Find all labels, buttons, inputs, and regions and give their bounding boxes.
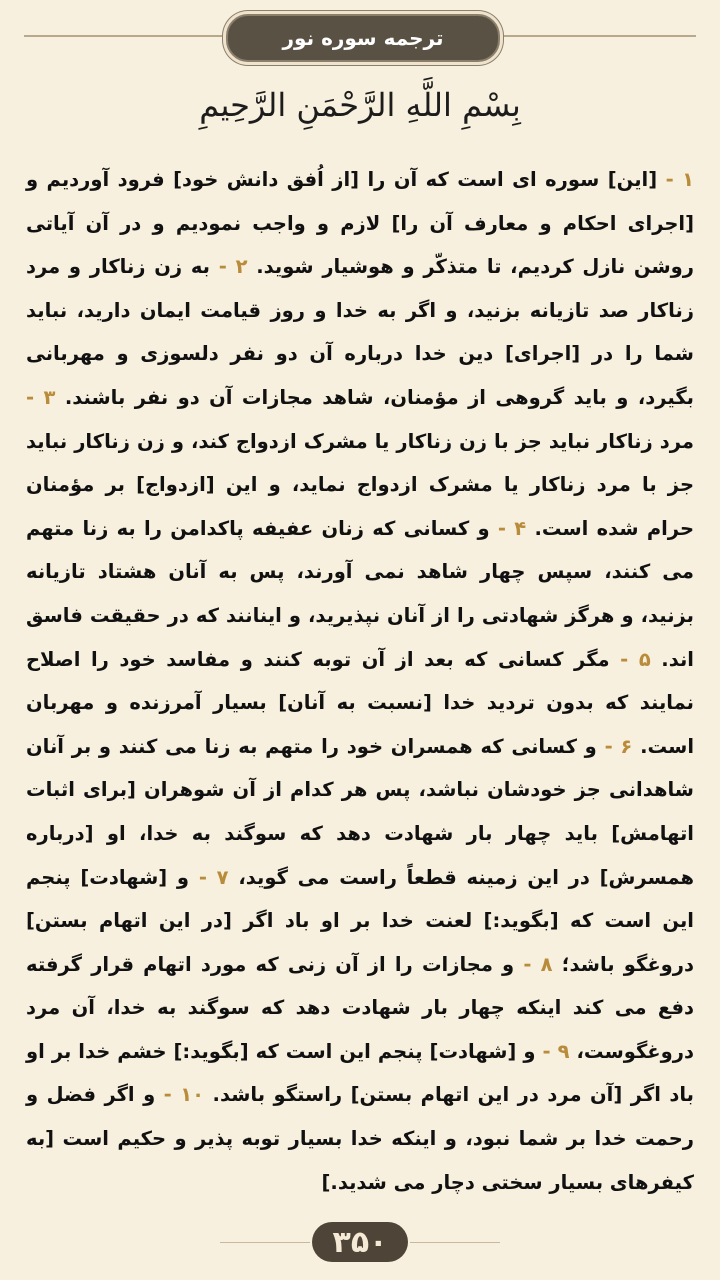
header: [0, 10, 720, 60]
footer-divider-left: [220, 1242, 310, 1243]
translation-text: [26, 158, 694, 1204]
verse-text: به زن زناکار و مرد زناکار صد تازیانه بزنید، و اگر به خدا و روز قیامت ایمان دارید، نباید شما را در [اجرای] دین خدا درباره آن دو نفر دلسوزی و مهربانی بگیرد، و باید گروهی از مؤمنان، شاهد مجازات آن دو نفر باشند.: [26, 255, 694, 409]
footer-divider-right: [410, 1242, 500, 1243]
verse-number: ۱ -: [665, 168, 695, 191]
verse-number: ۹ -: [542, 1039, 570, 1063]
verse-text: و [شهادت] پنجم این است که [بگوید:] لعنت خدا بر او باد اگر [در این اتهام بستن] دروغگو باشد؛: [26, 865, 694, 976]
verse-number: ۶ -: [604, 734, 633, 758]
verse-number: ۳ -: [26, 385, 56, 409]
verse-number: ۸ -: [523, 952, 553, 976]
verse-text: و کسانی که همسران خود را متهم به زنا می کنند و بر آنان شاهدانی جز خودشان نباشد، پس هر کدام از آن شوهران [برای اثبات اتهامش] باید چهار بار شهادت دهد که سوگند به خدا، او [درباره همسرش] در این زمینه قطعاً راست می گوید،: [26, 734, 695, 889]
verse-number: ۱۰ -: [163, 1083, 205, 1107]
verse-text: و کسانی که زنان عفیفه پاکدامن را به زنا متهم می کنند، سپس چهار شاهد نمی آورند، پس به آنان هشتاد تازیانه بزنید، و هرگز شهادتی را از آنان نپذیرید، و اینانند که در حقیقت فاسق اند.: [26, 516, 694, 671]
verse-number: ۷ -: [198, 865, 229, 889]
verse-number: ۴ -: [497, 516, 527, 540]
verse-text: مرد زناکار نباید جز با زن زناکار یا مشرک ازدواج کند، و زن زناکار نباید جز با مرد زناکار یا مشرک ازدواج نماید، و این [ازدواج] بر مؤمنان حرام شده است.: [26, 429, 694, 540]
verse-text: و اگر فضل و رحمت خدا بر شما نبود، و اینکه خدا بسیار توبه پذیر و حکیم است [به کیفرهای بسیار سختی دچار می شدید.]: [26, 1083, 694, 1194]
verse-text: [این] سوره ای است که آن را [از اُفق دانش خود] فرود آوردیم و [اجرای احکام و معارف آن را] لازم و واجب نمودیم و در آن آیاتی روشن نازل کردیم، تا متذکّر و هوشیار شوید.: [26, 168, 694, 279]
header-divider-left: [24, 35, 224, 37]
page-number: ۳۵۰: [312, 1222, 408, 1262]
surah-title: ترجمه سوره نور: [226, 14, 500, 62]
basmala-calligraphy: بِسْمِ اللَّهِ الرَّحْمَنِ الرَّحِيمِ: [199, 86, 521, 124]
verse-text: و [شهادت] پنجم این است که [بگوید:] خشم خدا بر او باد اگر [آن مرد در این اتهام بستن] راستگو باشد.: [26, 1039, 695, 1107]
verse-text: و مجازات را از آن زنی که مورد اتهام قرار گرفته دفع می کند اینکه چهار بار شهادت دهد که سوگند به خدا، آن مرد دروغگوست،: [26, 952, 694, 1063]
header-divider-right: [496, 35, 696, 37]
verse-number: ۲ -: [218, 255, 248, 279]
footer: [0, 1218, 720, 1268]
verse-text: مگر کسانی که بعد از آن توبه کنند و مفاسد خود را اصلاح نمایند که بدون تردید خدا [نسبت به آنان] بسیار آمرزنده و مهربان است.: [26, 647, 695, 758]
verse-2: [26, 255, 694, 409]
verse-number: ۵ -: [620, 647, 651, 671]
